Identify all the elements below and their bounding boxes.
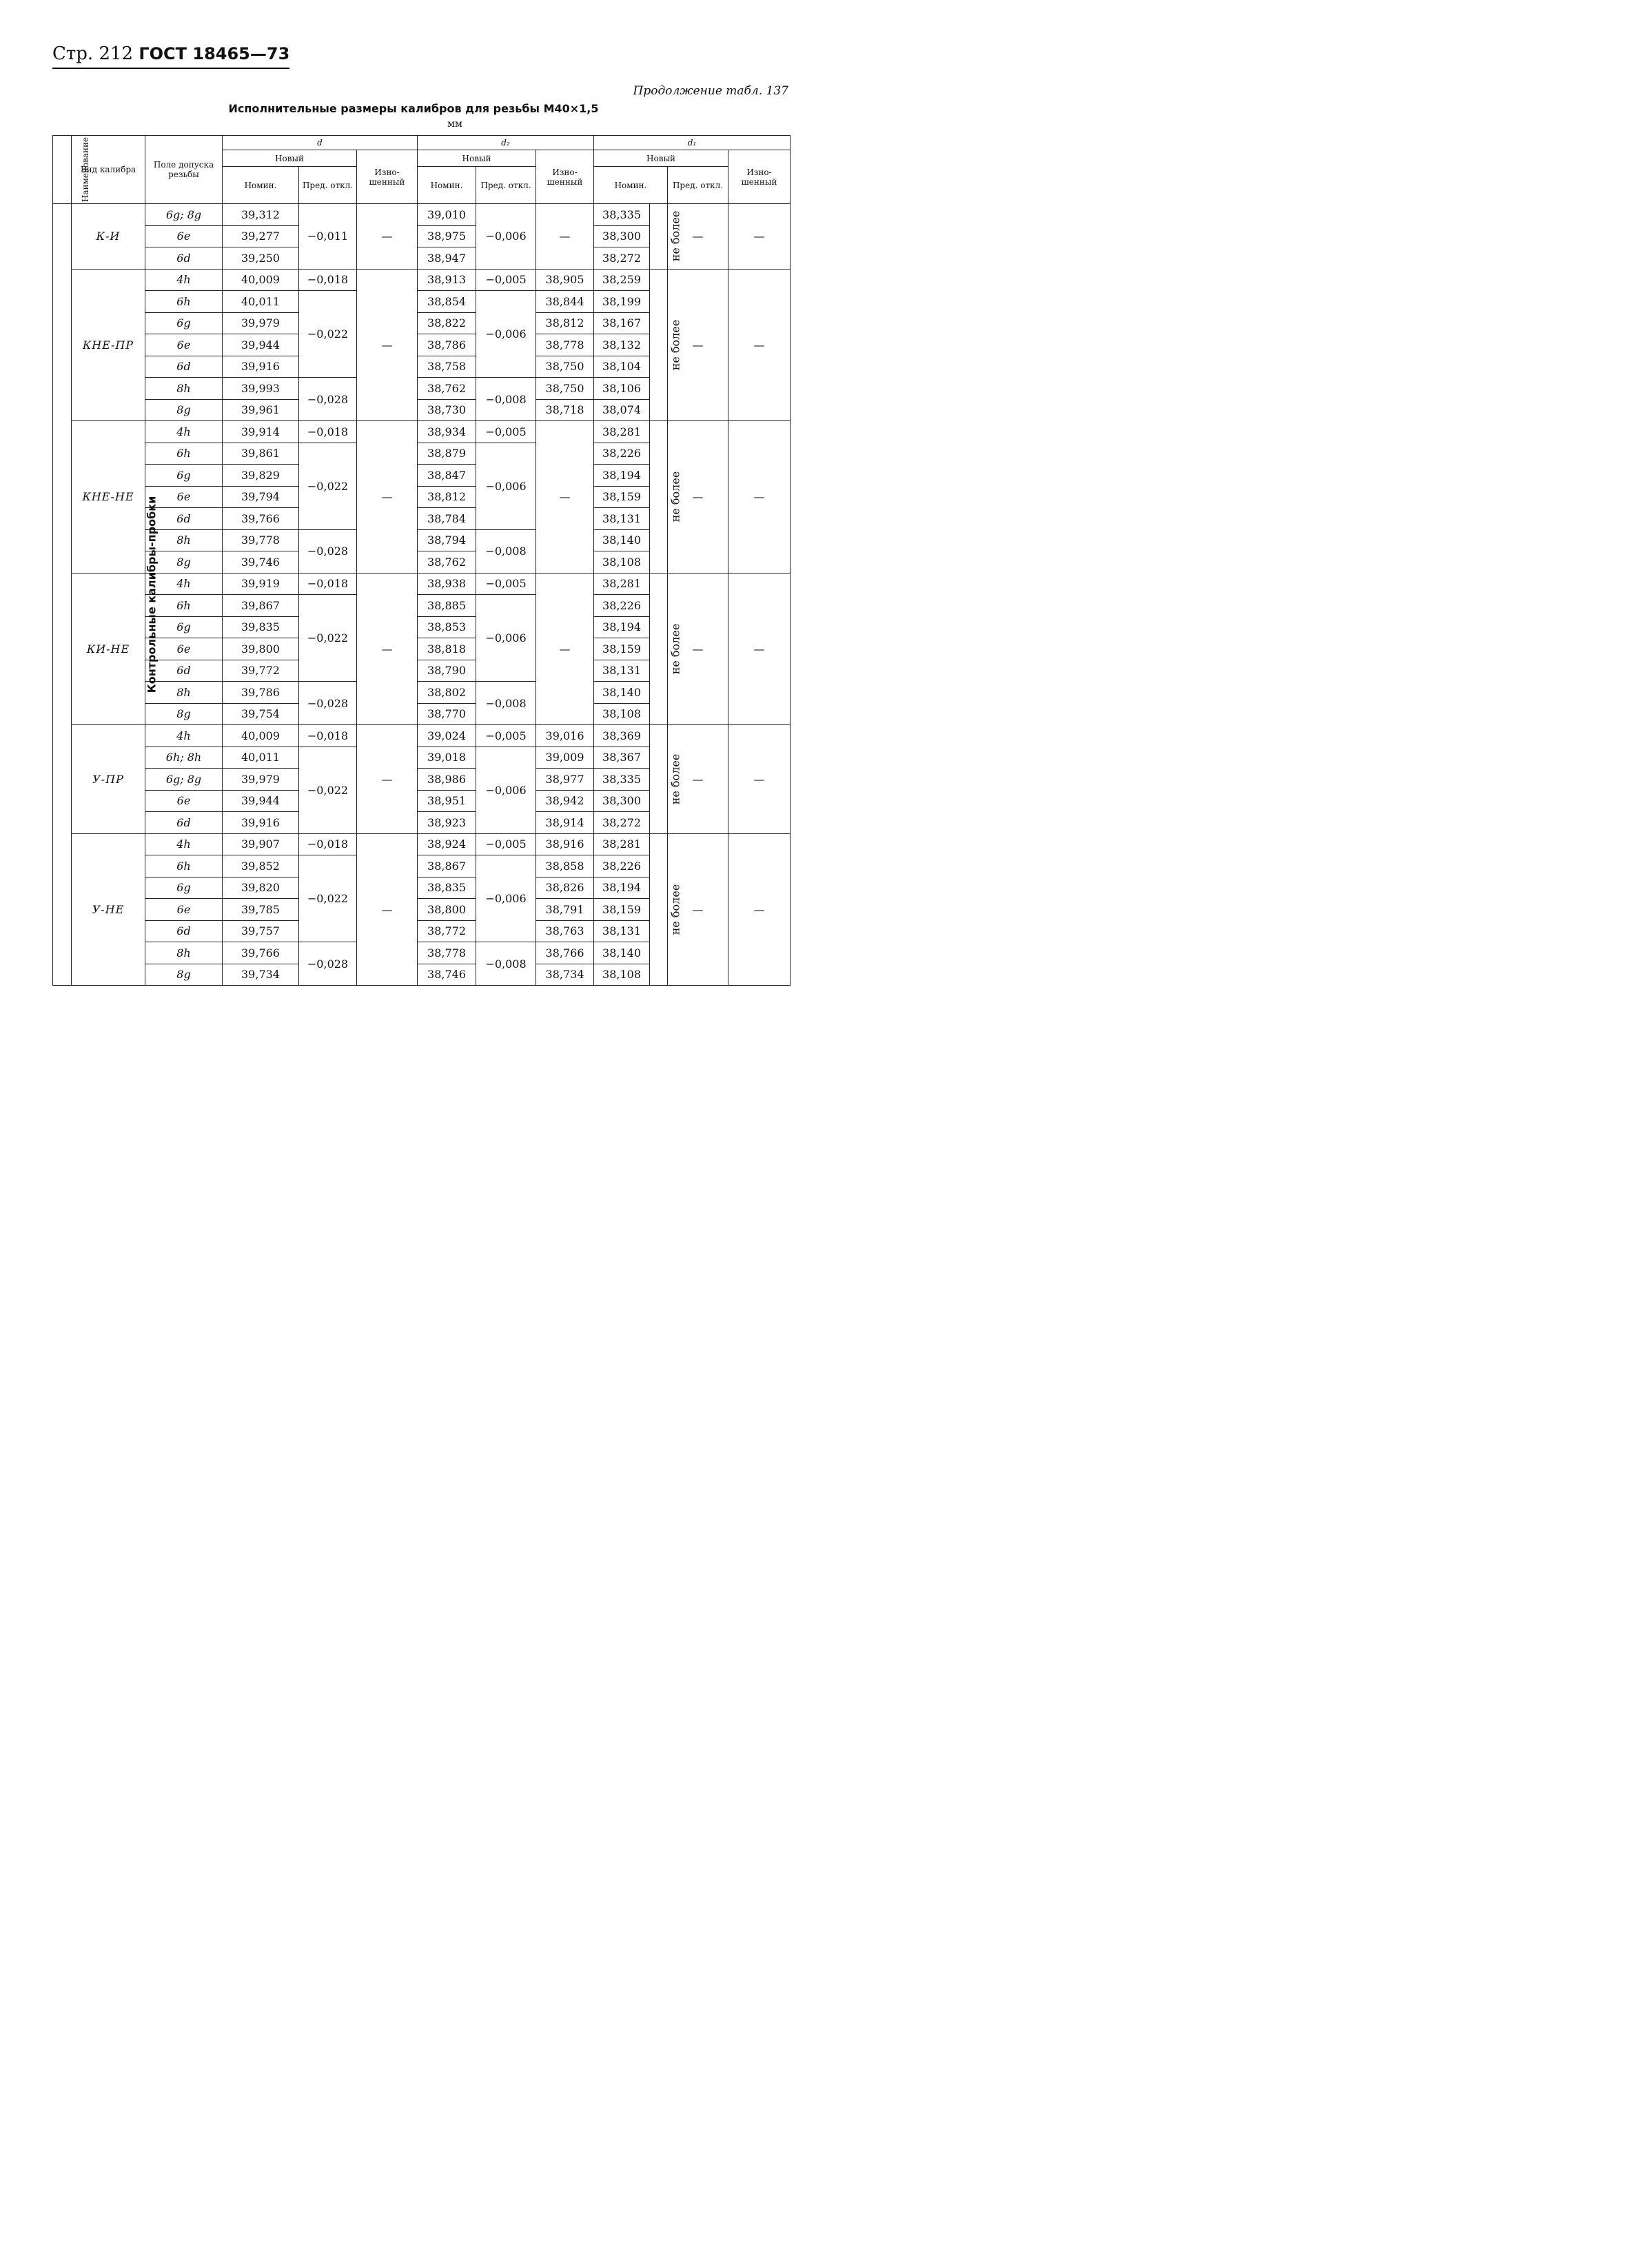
not-more-note-text: не более [669,753,682,805]
d2-worn: — [536,573,594,725]
d-nominal: 39,914 [223,421,299,443]
d2-deviation: −0,006 [476,855,536,942]
d1-nominal: 38,167 [594,312,650,334]
d2-nominal: 38,758 [418,356,476,378]
d2-nominal: 38,790 [418,660,476,682]
tolerance-field: 8g [145,399,223,421]
d1-deviation: — [668,204,728,270]
d1-nominal: 38,104 [594,356,650,378]
d-nominal: 39,250 [223,247,299,270]
d1-deviation: — [668,269,728,421]
d-nominal: 39,961 [223,399,299,421]
d2-nominal: 38,730 [418,399,476,421]
d-deviation: −0,028 [299,378,357,421]
d-nominal: 40,011 [223,747,299,769]
d2-nominal: 38,746 [418,964,476,986]
d1-worn: — [728,204,791,270]
table-row [53,833,791,855]
table-row [53,204,791,226]
d2-worn: — [536,204,594,270]
d1-nominal: 38,108 [594,703,650,725]
d1-nominal: 38,300 [594,225,650,247]
tolerance-field: 6e [145,225,223,247]
tolerance-field: 6h; 8h [145,747,223,769]
page-number: Стр. 212 [52,43,134,64]
d2-deviation: −0,006 [476,291,536,378]
d-worn: — [357,204,418,270]
d2-worn: 38,977 [536,769,594,791]
d1-nominal: 38,140 [594,682,650,704]
d-nominal: 40,009 [223,269,299,291]
d2-nominal: 38,772 [418,920,476,942]
d2-nominal: 38,923 [418,812,476,834]
d-deviation: −0,022 [299,855,357,942]
d2-nominal: 38,835 [418,877,476,899]
header-d2-new: Новый [418,150,536,167]
d-deviation: −0,011 [299,204,357,270]
d2-nominal: 38,934 [418,421,476,443]
d2-nominal: 38,947 [418,247,476,270]
d2-nominal: 38,854 [418,291,476,313]
d2-worn: 38,791 [536,899,594,921]
d2-deviation: −0,008 [476,942,536,986]
d2-deviation: −0,006 [476,747,536,833]
d2-nominal: 38,786 [418,334,476,356]
standard-code: ГОСТ 18465—73 [139,44,290,63]
d1-nominal: 38,272 [594,812,650,834]
d1-nominal: 38,132 [594,334,650,356]
d1-nominal: 38,108 [594,964,650,986]
d2-nominal: 38,800 [418,899,476,921]
d2-deviation: −0,005 [476,725,536,747]
group-label-text: Контрольные калибры-пробки [145,496,159,693]
gauge-kind: У-НЕ [72,833,145,986]
table-header [53,136,791,204]
gauge-kind: КИ-НЕ [72,573,145,725]
tolerance-field: 8h [145,942,223,964]
not-more-note-text: не более [669,623,682,675]
d2-worn: 38,914 [536,812,594,834]
d2-nominal: 38,924 [418,833,476,855]
d2-worn: 39,016 [536,725,594,747]
d1-nominal: 38,259 [594,269,650,291]
d2-deviation: −0,005 [476,269,536,291]
d2-worn: 38,916 [536,833,594,855]
tolerance-field: 4h [145,269,223,291]
table-row [53,269,791,291]
d1-worn: — [728,573,791,725]
d1-nominal: 38,159 [594,899,650,921]
d2-nominal: 38,818 [418,638,476,660]
tolerance-field: 6g [145,877,223,899]
d-nominal: 39,766 [223,942,299,964]
tolerance-field: 6e [145,486,223,508]
d2-deviation: −0,005 [476,833,536,855]
header-d-worn: Изно- шенный [357,150,418,204]
d2-worn: 38,750 [536,378,594,400]
d-nominal: 39,829 [223,465,299,487]
d2-worn: 38,763 [536,920,594,942]
d1-nominal: 38,335 [594,769,650,791]
d2-nominal: 38,913 [418,269,476,291]
tolerance-field: 8g [145,703,223,725]
d1-nominal: 38,194 [594,465,650,487]
d-deviation: −0,028 [299,529,357,573]
d2-nominal: 39,018 [418,747,476,769]
header-name: Наименование [53,136,72,204]
table-row [53,421,791,443]
d1-worn: — [728,269,791,421]
d2-deviation: −0,008 [476,682,536,725]
d-nominal: 39,757 [223,920,299,942]
d2-worn: 38,812 [536,312,594,334]
d-nominal: 40,009 [223,725,299,747]
tolerance-field: 6d [145,812,223,834]
d2-worn: — [536,421,594,574]
d-nominal: 39,944 [223,334,299,356]
d2-nominal: 38,853 [418,616,476,638]
header-tolerance: Поле допуска резьбы [145,136,223,204]
tolerance-field: 6e [145,638,223,660]
d2-nominal: 38,802 [418,682,476,704]
d-deviation: −0,022 [299,595,357,682]
d2-worn: 38,718 [536,399,594,421]
d-worn: — [357,725,418,834]
header-kind: Вид калибра [72,136,145,204]
d2-nominal: 39,010 [418,204,476,226]
d2-worn: 39,009 [536,747,594,769]
tolerance-field: 8g [145,964,223,986]
header-d2: d₂ [418,136,594,150]
d2-nominal: 38,770 [418,703,476,725]
tolerance-field: 4h [145,573,223,595]
header-d1-new: Новый [594,150,728,167]
d2-deviation: −0,006 [476,595,536,682]
tolerance-field: 6g [145,465,223,487]
d1-deviation: — [668,725,728,834]
tolerance-field: 8h [145,682,223,704]
d2-deviation: −0,008 [476,529,536,573]
d1-nominal: 38,131 [594,660,650,682]
d2-worn: 38,844 [536,291,594,313]
d1-nominal: 38,226 [594,595,650,617]
d-nominal: 39,312 [223,204,299,226]
d2-nominal: 39,024 [418,725,476,747]
d2-nominal: 38,879 [418,443,476,465]
d-deviation: −0,018 [299,573,357,595]
d-nominal: 39,820 [223,877,299,899]
d2-worn: 38,905 [536,269,594,291]
d-deviation: −0,018 [299,269,357,291]
d1-nominal: 38,199 [594,291,650,313]
not-more-note [650,725,682,834]
tolerance-field: 4h [145,421,223,443]
d2-nominal: 38,951 [418,790,476,812]
d1-nominal: 38,226 [594,855,650,877]
table-row [53,573,791,595]
d-worn: — [357,573,418,725]
d1-nominal: 38,369 [594,725,650,747]
header-d1-worn: Изно- шенный [728,150,791,204]
tolerance-field: 6g; 8g [145,204,223,226]
tolerance-field: 4h [145,725,223,747]
table-continuation-note: Продолжение табл. 137 [633,84,788,98]
page-header [52,43,289,69]
d2-worn: 38,778 [536,334,594,356]
header-d2-worn: Изно- шенный [536,150,594,204]
d-nominal: 39,746 [223,551,299,574]
tolerance-field: 8h [145,529,223,551]
d-nominal: 39,867 [223,595,299,617]
d-nominal: 39,907 [223,833,299,855]
d-deviation: −0,018 [299,725,357,747]
d1-nominal: 38,106 [594,378,650,400]
tolerance-field: 6h [145,855,223,877]
not-more-note-text: не более [669,319,682,371]
header-d: d [223,136,418,150]
d1-nominal: 38,194 [594,616,650,638]
d-nominal: 39,993 [223,378,299,400]
d-deviation: −0,022 [299,443,357,529]
d-nominal: 39,766 [223,508,299,530]
d1-nominal: 38,281 [594,573,650,595]
table-title: Исполнительные размеры калибров для резьбы М40×1,5 [228,102,599,115]
d2-deviation: −0,006 [476,443,536,529]
tolerance-field: 6d [145,508,223,530]
d2-worn: 38,766 [536,942,594,964]
tolerance-field: 6e [145,899,223,921]
not-more-note-text: не более [669,210,682,262]
d2-deviation: −0,006 [476,204,536,270]
d2-worn: 38,942 [536,790,594,812]
gauge-kind: К-И [72,204,145,270]
d1-nominal: 38,131 [594,920,650,942]
d-deviation: −0,022 [299,291,357,378]
table-units: мм [447,119,462,130]
tolerance-field: 6h [145,443,223,465]
d-nominal: 39,734 [223,964,299,986]
d1-nominal: 38,159 [594,638,650,660]
d1-nominal: 38,140 [594,529,650,551]
d2-worn: 38,734 [536,964,594,986]
tolerance-field: 8h [145,378,223,400]
d1-nominal: 38,074 [594,399,650,421]
gauge-dimensions-table [52,135,791,986]
d2-nominal: 38,762 [418,378,476,400]
d2-nominal: 38,812 [418,486,476,508]
d2-worn: 38,858 [536,855,594,877]
d-nominal: 39,778 [223,529,299,551]
d1-nominal: 38,281 [594,421,650,443]
gauge-kind: У-ПР [72,725,145,834]
d1-deviation: — [668,833,728,986]
d-deviation: −0,018 [299,833,357,855]
d1-nominal: 38,140 [594,942,650,964]
d2-nominal: 38,794 [418,529,476,551]
d-nominal: 39,852 [223,855,299,877]
d-nominal: 39,277 [223,225,299,247]
d2-deviation: −0,008 [476,378,536,421]
d-nominal: 39,754 [223,703,299,725]
d-nominal: 39,916 [223,356,299,378]
d2-nominal: 38,938 [418,573,476,595]
d2-nominal: 38,867 [418,855,476,877]
d1-deviation: — [668,573,728,725]
d-nominal: 40,011 [223,291,299,313]
tolerance-field: 6d [145,660,223,682]
d-nominal: 39,979 [223,769,299,791]
d-worn: — [357,421,418,574]
header-d-deviation: Пред. откл. [299,167,357,204]
not-more-note [650,204,682,270]
header-d-nominal: Номин. [223,167,299,204]
d-nominal: 39,861 [223,443,299,465]
tolerance-field: 6d [145,247,223,270]
header-d1: d₁ [594,136,791,150]
d2-worn: 38,826 [536,877,594,899]
d1-nominal: 38,335 [594,204,650,226]
d-nominal: 39,835 [223,616,299,638]
d1-nominal: 38,367 [594,747,650,769]
d1-nominal: 38,108 [594,551,650,574]
d1-worn: — [728,421,791,574]
d1-nominal: 38,194 [594,877,650,899]
d-nominal: 39,800 [223,638,299,660]
d2-nominal: 38,778 [418,942,476,964]
d-nominal: 39,786 [223,682,299,704]
d1-worn: — [728,833,791,986]
not-more-note [650,421,682,574]
not-more-note [650,269,682,421]
header-d1-deviation: Пред. откл. [668,167,728,204]
d-nominal: 39,919 [223,573,299,595]
tolerance-field: 6g; 8g [145,769,223,791]
d-nominal: 39,772 [223,660,299,682]
d-deviation: −0,022 [299,747,357,833]
not-more-note-text: не более [669,471,682,522]
d2-nominal: 38,822 [418,312,476,334]
tolerance-field: 6g [145,312,223,334]
tolerance-field: 4h [145,833,223,855]
tolerance-field: 6d [145,920,223,942]
d-worn: — [357,833,418,986]
d2-worn: 38,750 [536,356,594,378]
d1-nominal: 38,159 [594,486,650,508]
tolerance-field: 6h [145,595,223,617]
d-nominal: 39,794 [223,486,299,508]
d2-deviation: −0,005 [476,421,536,443]
d1-nominal: 38,226 [594,443,650,465]
d2-nominal: 38,885 [418,595,476,617]
d-nominal: 39,944 [223,790,299,812]
d1-deviation: — [668,421,728,574]
header-d-new: Новый [223,150,357,167]
table-body [53,204,791,986]
table-row [53,725,791,747]
tolerance-field: 6h [145,291,223,313]
d2-deviation: −0,005 [476,573,536,595]
d-deviation: −0,018 [299,421,357,443]
d-nominal: 39,979 [223,312,299,334]
d-deviation: −0,028 [299,682,357,725]
tolerance-field: 6d [145,356,223,378]
d2-nominal: 38,986 [418,769,476,791]
d1-worn: — [728,725,791,834]
d1-nominal: 38,300 [594,790,650,812]
header-d2-nominal: Номин. [418,167,476,204]
d2-nominal: 38,784 [418,508,476,530]
d2-nominal: 38,975 [418,225,476,247]
tolerance-field: 6e [145,334,223,356]
header-d2-deviation: Пред. откл. [476,167,536,204]
d1-nominal: 38,272 [594,247,650,270]
header-d1-nominal: Номин. [594,167,668,204]
d2-nominal: 38,762 [418,551,476,574]
d1-nominal: 38,131 [594,508,650,530]
d1-nominal: 38,281 [594,833,650,855]
tolerance-field: 6e [145,790,223,812]
d-deviation: −0,028 [299,942,357,986]
d-worn: — [357,269,418,421]
tolerance-field: 8g [145,551,223,574]
gauge-kind: КНЕ-ПР [72,269,145,421]
d2-nominal: 38,847 [418,465,476,487]
not-more-note [650,573,682,725]
gauge-kind: КНЕ-НЕ [72,421,145,574]
tolerance-field: 6g [145,616,223,638]
d-nominal: 39,785 [223,899,299,921]
not-more-note [650,833,682,986]
not-more-note-text: не более [669,884,682,935]
d-nominal: 39,916 [223,812,299,834]
